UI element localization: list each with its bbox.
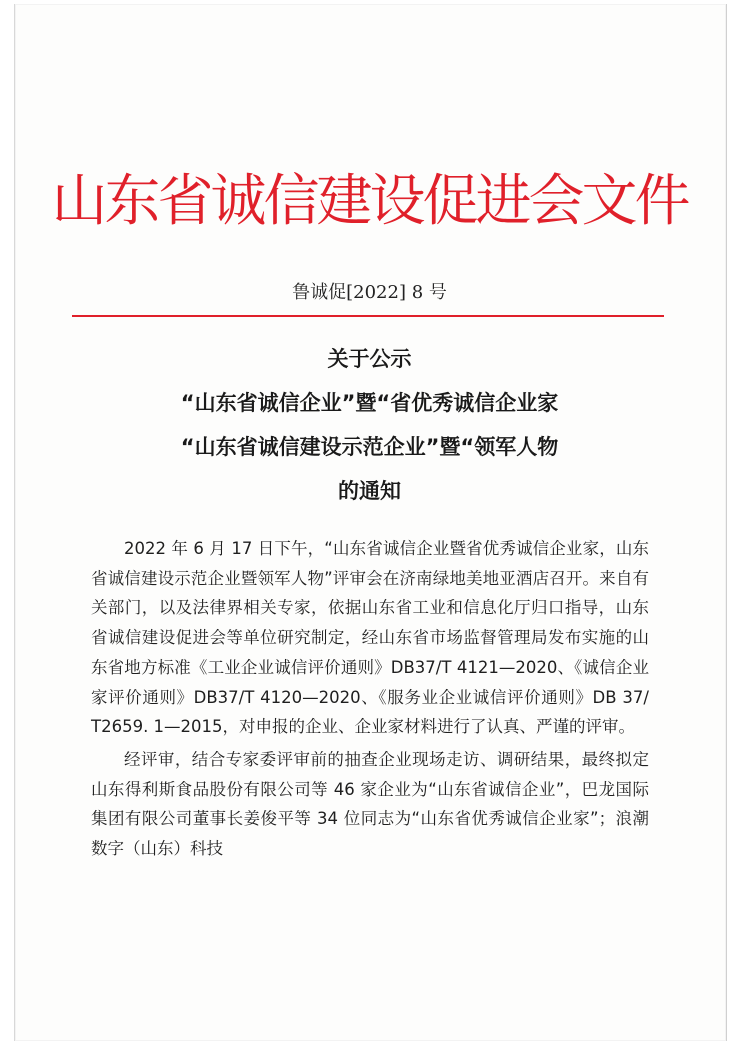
- issuer-header-title: 山东省诚信建设促进会文件: [51, 169, 688, 234]
- subject-line-4: 的通知: [338, 479, 401, 503]
- subject-line-3: “山东省诚信建设示范企业”暨“领军人物: [180, 435, 559, 459]
- document-page: [14, 4, 727, 1041]
- notice-subject: [0, 337, 739, 513]
- subject-line-2: “山东省诚信企业”暨“省优秀诚信企业家: [180, 391, 559, 415]
- subject-line-1: 关于公示: [327, 347, 412, 371]
- notice-body: [91, 534, 649, 864]
- document-number: 鲁诚促[2022] 8 号: [292, 282, 447, 303]
- red-divider-line: [72, 315, 664, 317]
- body-paragraph-1: 2022 年 6 月 17 日下午，“山东省诚信企业暨省优秀诚信企业家，山东省诚信建设示范企业暨领军人物”评审会在济南绿地美地亚酒店召开。来自有关部门，以及法律界相关专家，依据山东省工业和信息化厅归口指导，山东省诚信建设促进会等单位研究制定，经山东省市场监督管理局发布实施的山东省地方标准《工业企业诚信评价通则》DB37/T 4121—2020、《诚信企业家评价通则》DB37/T 4120—2020、《服务业企业诚信评价通则》DB 37/ T2659. 1—2015，对申报的企业、企业家材料进行了认真、严谨的评审。: [91, 539, 649, 737]
- body-paragraph-2: 经评审，结合专家委评审前的抽查企业现场走访、调研结果，最终拟定山东得利斯食品股份有限公司等 46 家企业为“山东省诚信企业”，巴龙国际集团有限公司董事长姜俊平等 34 位同志为“山东省优秀诚信企业家”；浪潮数字（山东）科技: [91, 749, 649, 859]
